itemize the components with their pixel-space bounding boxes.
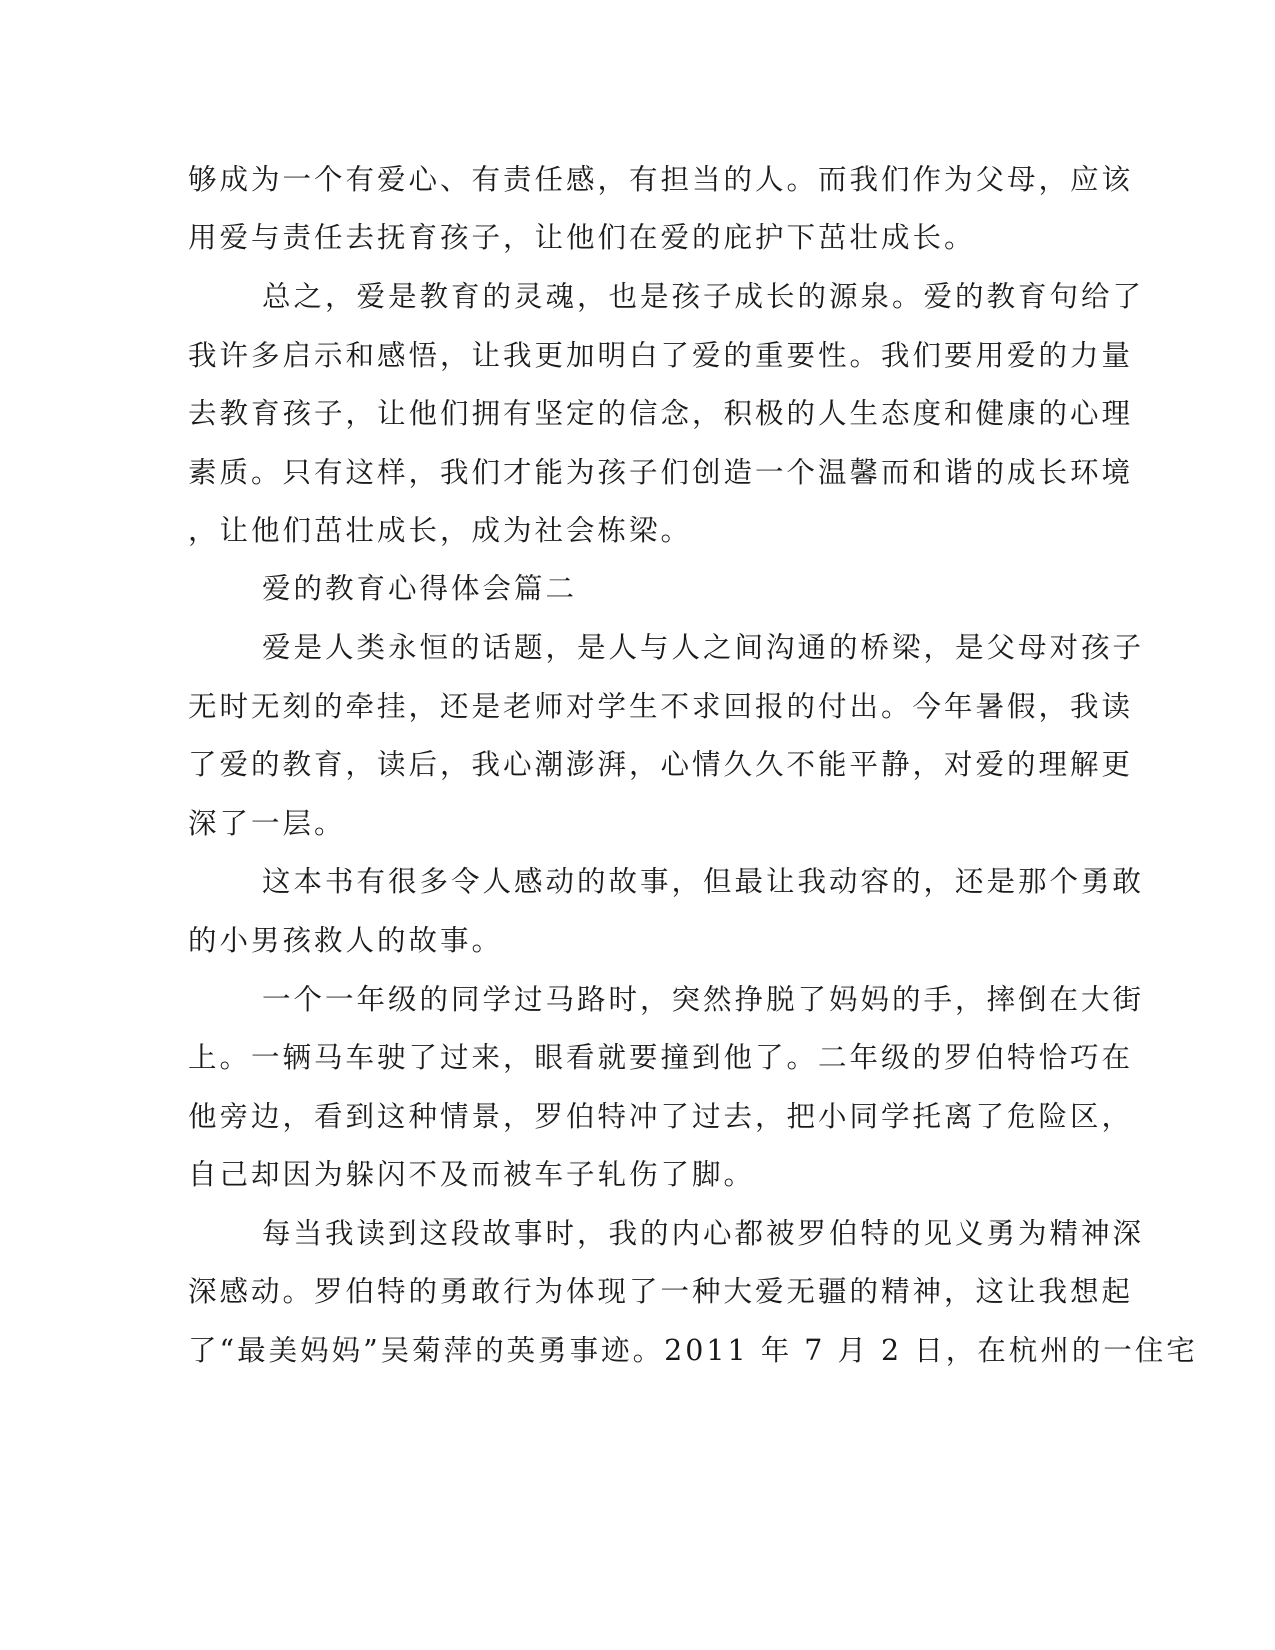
paragraph-line: 深了一层。 bbox=[188, 807, 346, 840]
paragraph-line: 总之，爱是教育的灵魂，也是孩子成长的源泉。爱的教育句给了 bbox=[262, 280, 1145, 313]
paragraph-line: 爱是人类永恒的话题，是人与人之间沟通的桥梁，是父母对孩子 bbox=[262, 631, 1145, 664]
paragraph-line: 了爱的教育，读后，我心潮澎湃，心情久久不能平静，对爱的理解更 bbox=[188, 748, 1134, 781]
paragraph-line: 上。一辆马车驶了过来，眼看就要撞到他了。二年级的罗伯特恰巧在 bbox=[188, 1041, 1134, 1074]
paragraph-line: 我许多启示和感悟，让我更加明白了爱的重要性。我们要用爱的力量 bbox=[188, 339, 1134, 372]
paragraph-line: 的小男孩救人的故事。 bbox=[188, 924, 504, 957]
paragraph-line: 无时无刻的牵挂，还是老师对学生不求回报的付出。今年暑假，我读 bbox=[188, 690, 1134, 723]
paragraph-line: 自己却因为躲闪不及而被车子轧伤了脚。 bbox=[188, 1158, 756, 1191]
paragraph-line: 他旁边，看到这种情景，罗伯特冲了过去，把小同学托离了危险区， bbox=[188, 1100, 1134, 1133]
paragraph-line: 这本书有很多令人感动的故事，但最让我动容的，还是那个勇敢 bbox=[262, 865, 1145, 898]
paragraph-line: 够成为一个有爱心、有责任感，有担当的人。而我们作为父母，应该 bbox=[188, 163, 1134, 196]
paragraph-line: 每当我读到这段故事时，我的内心都被罗伯特的见义勇为精神深 bbox=[262, 1217, 1145, 1250]
paragraph-line: 用爱与责任去抚育孩子，让他们在爱的庇护下茁壮成长。 bbox=[188, 221, 976, 254]
paragraph-line: 去教育孩子，让他们拥有坚定的信念，积极的人生态度和健康的心理 bbox=[188, 397, 1134, 430]
paragraph-line: 素质。只有这样，我们才能为孩子们创造一个温馨而和谐的成长环境 bbox=[188, 456, 1134, 489]
paragraph-line: 了“最美妈妈”吴菊萍的英勇事迹。2011 年 7 月 2 日，在杭州的一住宅 bbox=[188, 1334, 1198, 1367]
paragraph-line: ，让他们茁壮成长，成为社会栋梁。 bbox=[188, 514, 693, 547]
paragraph-line: 深感动。罗伯特的勇敢行为体现了一种大爱无疆的精神，这让我想起 bbox=[188, 1275, 1134, 1308]
paragraph-line: 一个一年级的同学过马路时，突然挣脱了妈妈的手，摔倒在大街 bbox=[262, 983, 1145, 1016]
section-heading: 爱的教育心得体会篇二 bbox=[262, 572, 578, 605]
